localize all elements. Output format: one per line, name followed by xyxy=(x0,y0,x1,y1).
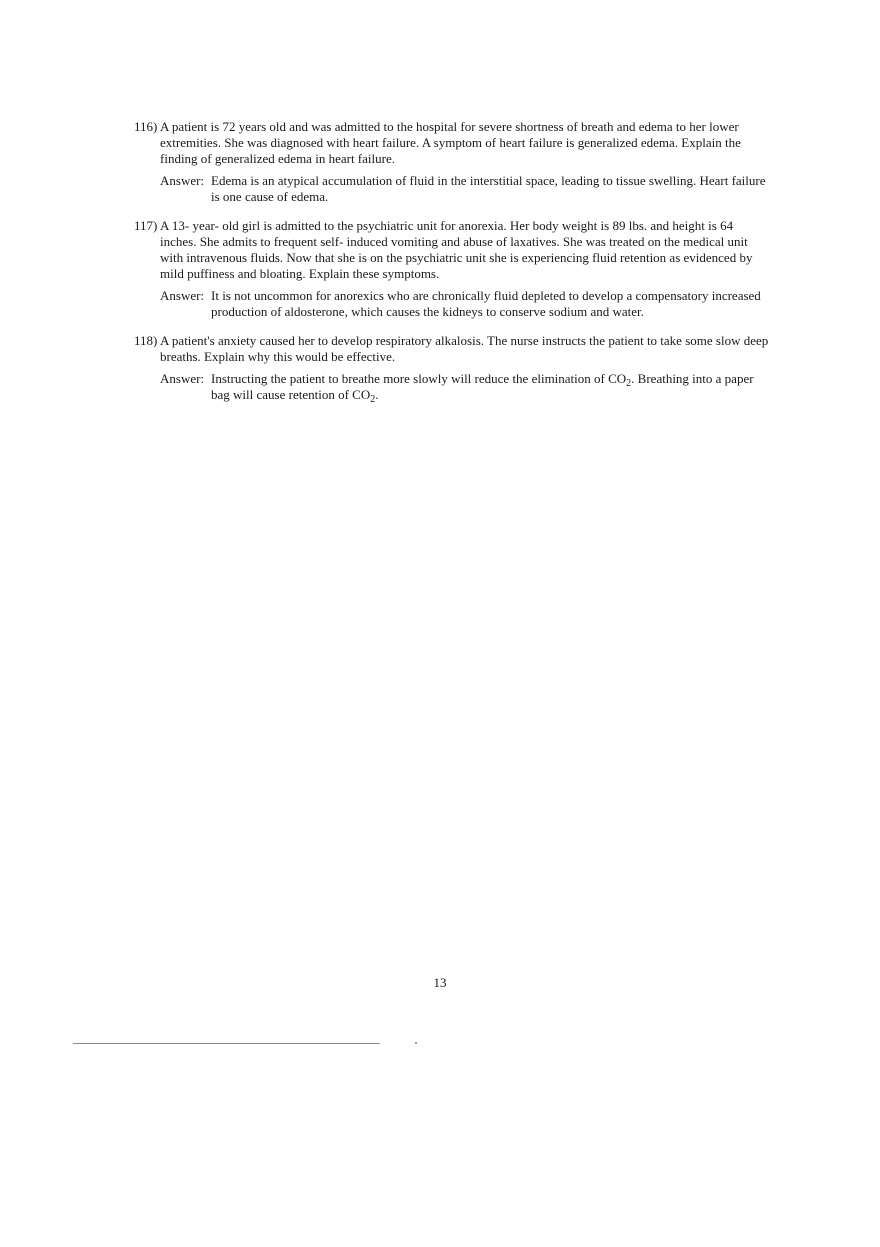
question-text xyxy=(134,119,770,167)
answer-label: Answer: xyxy=(160,288,205,303)
answer-label: Answer: xyxy=(160,173,205,188)
answer-text-part: Instructing the patient to breathe more slowly will reduce the elimination of CO xyxy=(211,371,627,386)
answer-block xyxy=(134,288,770,320)
footer-divider xyxy=(73,1043,380,1044)
question-number: 116) xyxy=(134,119,158,134)
question-text xyxy=(134,218,770,282)
question-116 xyxy=(134,119,770,205)
question-117 xyxy=(134,218,770,320)
question-number: 118) xyxy=(134,333,158,348)
answer-text: Edema is an atypical accumulation of fluid in the interstitial space, leading to tissue swelling. Heart failure is one cause of edema. xyxy=(211,173,766,204)
question-number: 117) xyxy=(134,218,158,233)
answer-text-part: . Breathing into a paper bag will cause retention of CO xyxy=(211,371,754,402)
question-body: A patient's anxiety caused her to develop respiratory alkalosis. The nurse instructs the patient to take some slow deep breaths. Explain why this would be effective. xyxy=(160,333,769,364)
footer-mark xyxy=(415,1042,417,1044)
question-118 xyxy=(134,333,770,403)
answer-label: Answer: xyxy=(160,371,205,386)
answer-block xyxy=(134,173,770,205)
question-text xyxy=(134,333,770,365)
question-body: A patient is 72 years old and was admitted to the hospital for severe shortness of breath and edema to her lower extremities. She was diagnosed with heart failure. A symptom of heart failure is generalized edema. Explain the finding of generalized edema in heart failure. xyxy=(160,119,741,166)
answer-text xyxy=(211,371,770,403)
answer-block xyxy=(134,371,770,403)
subscript: 2 xyxy=(626,378,632,389)
answer-text: It is not uncommon for anorexics who are chronically fluid depleted to develop a compensatory increased production of aldosterone, which causes the kidneys to conserve sodium and water. xyxy=(211,288,761,319)
subscript: 2 xyxy=(370,394,376,405)
answer-text-part: . xyxy=(375,387,379,402)
page-number: 13 xyxy=(433,975,447,990)
question-body: A 13- year- old girl is admitted to the psychiatric unit for anorexia. Her body weight is 89 lbs. and height is 64 inches. She admits to frequent self- induced vomiting and abuse of laxatives. She was treated on the medical unit with intravenous fluids. Now that she is on the psychiatric unit she is experiencing fluid retention as evidenced by mild puffiness and bloating. Explain these symptoms. xyxy=(160,218,753,281)
